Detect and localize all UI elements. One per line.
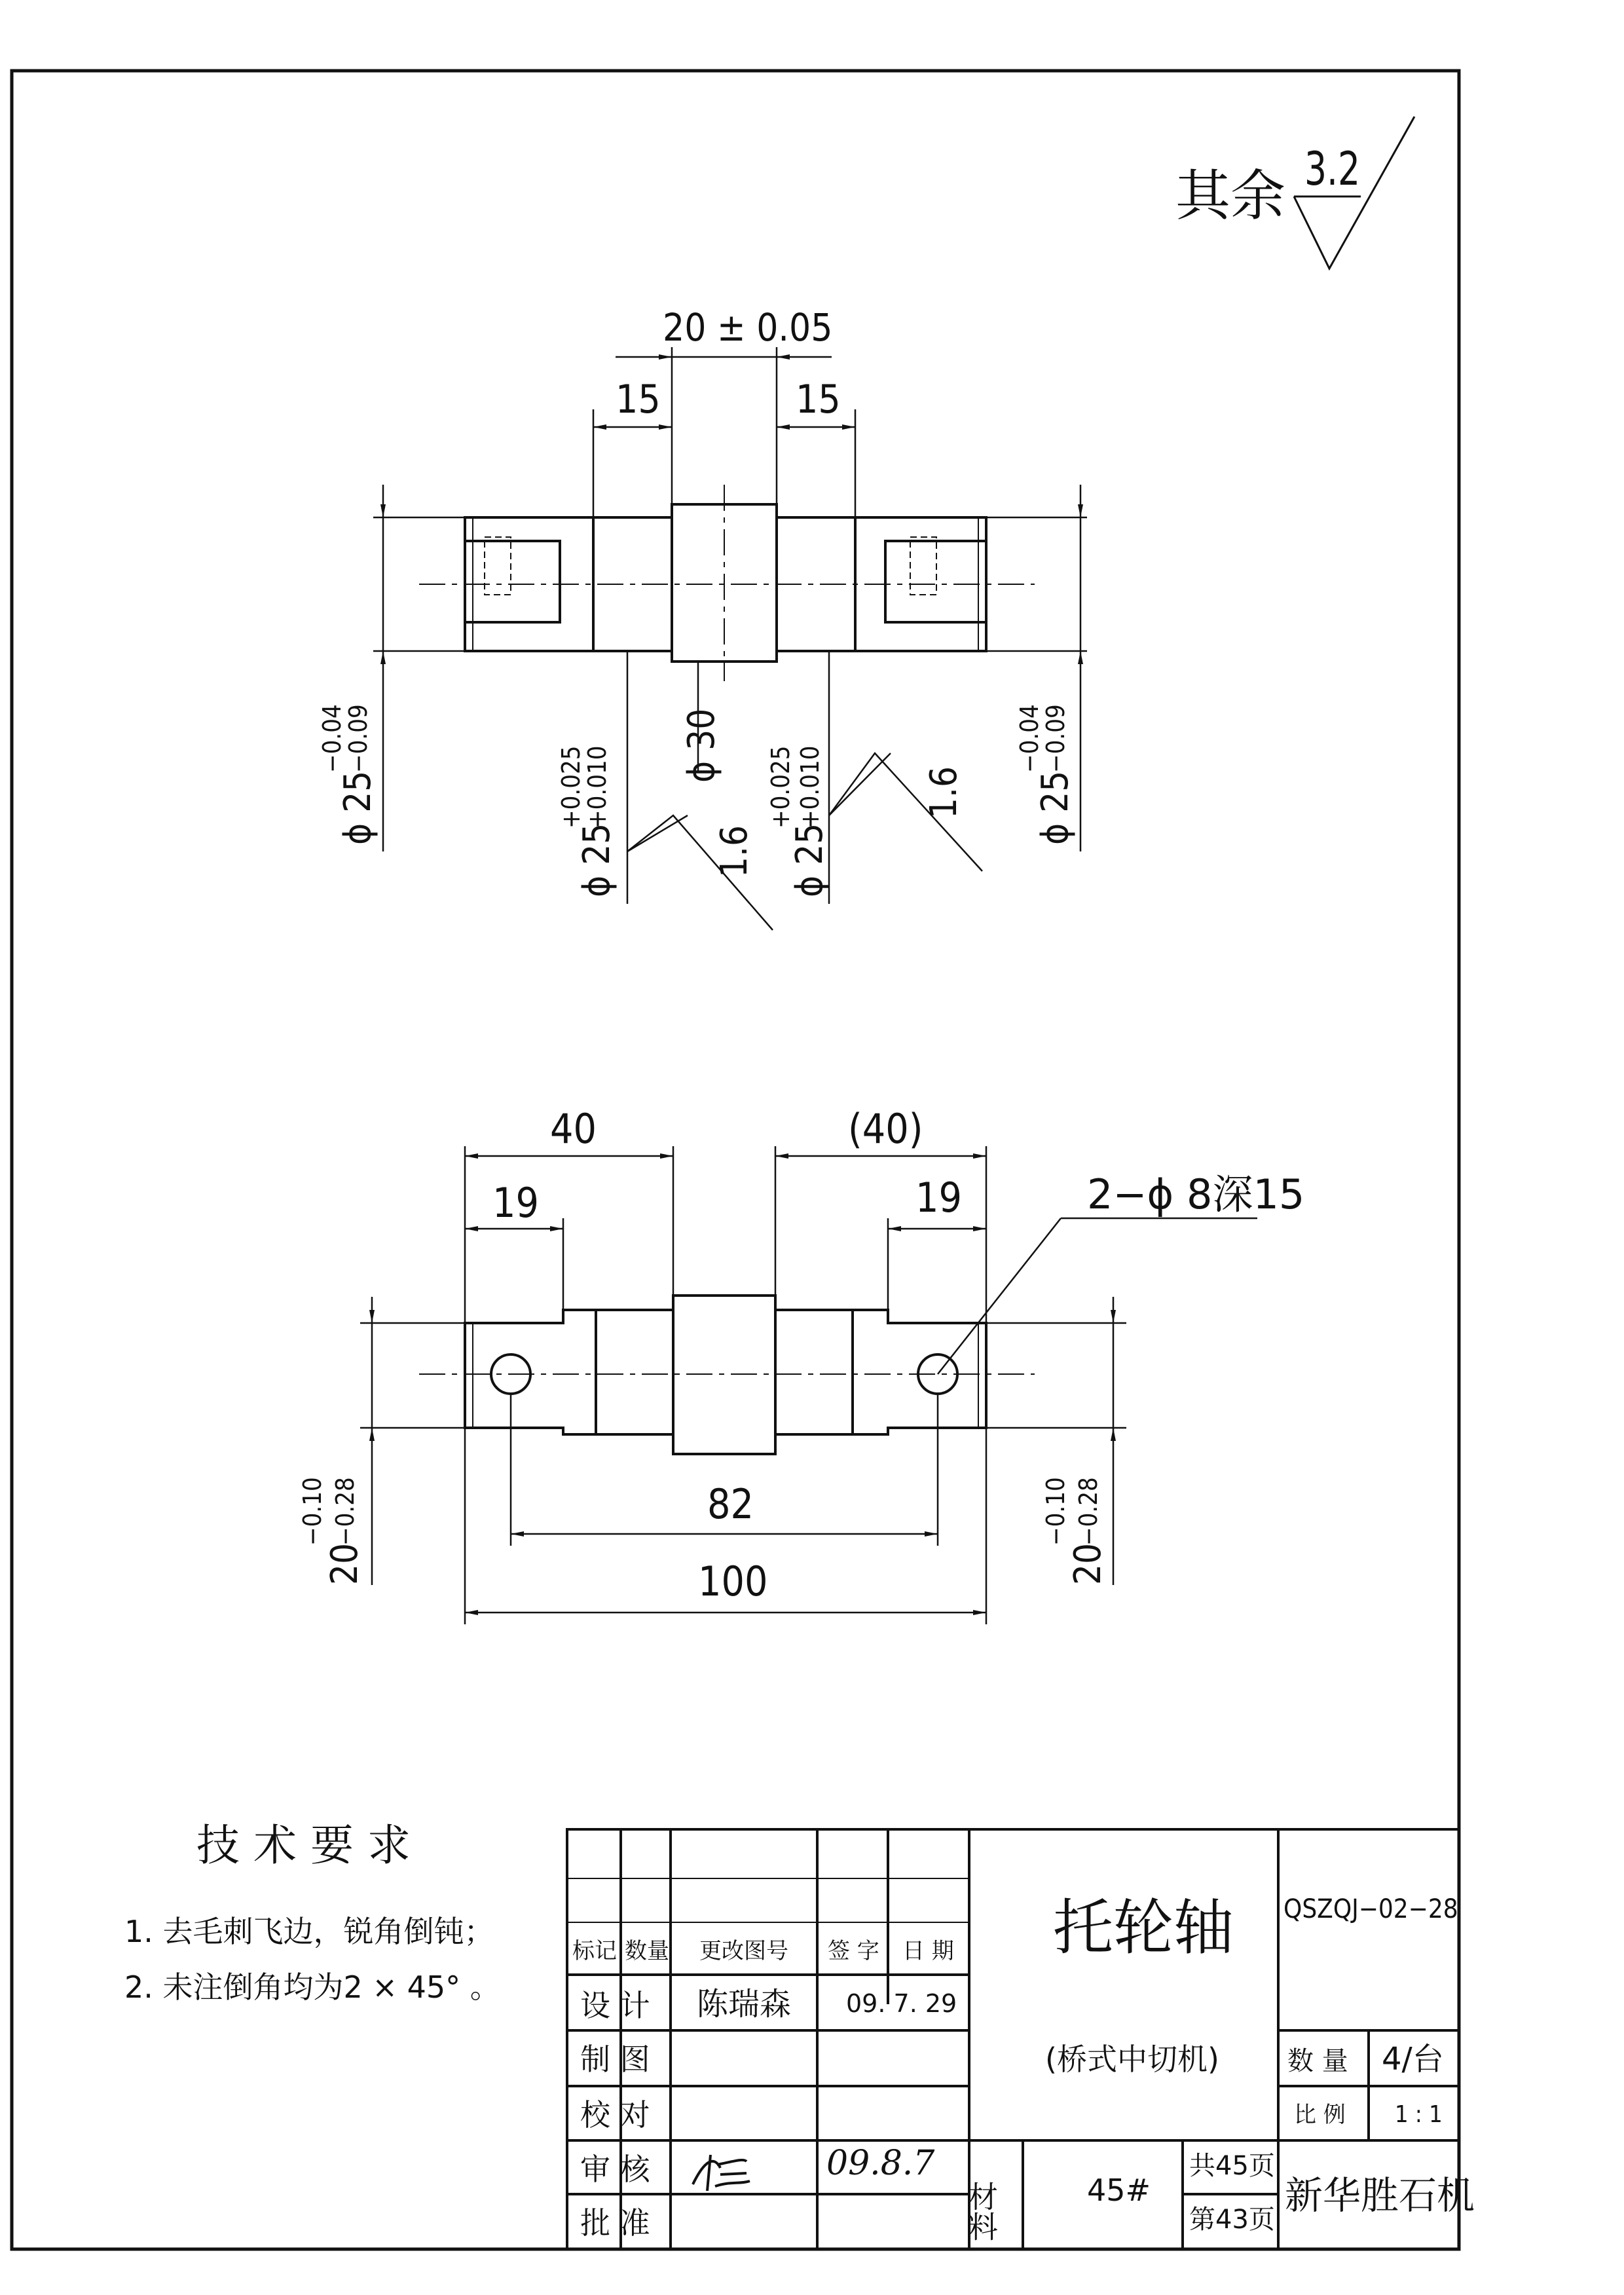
tb-hdr-sign: 签 字 <box>828 1938 879 1964</box>
dia-journal-right: ϕ 25 <box>788 823 831 897</box>
tb-machine: (桥式中切机) <box>1045 2042 1219 2077</box>
dia-end-left-tol-upper: −0.04 <box>318 704 346 773</box>
dim-100: 100 <box>698 1558 768 1605</box>
tb-designer: 陈瑞森 <box>697 1986 792 2023</box>
tb-hdr-change: 更改图号 <box>699 1938 788 1964</box>
tb-material: 45# <box>1087 2173 1151 2208</box>
flat-left: 20 <box>323 1542 366 1585</box>
dia-end-left: ϕ 25 <box>337 770 379 845</box>
tb-qty-value: 4/台 <box>1382 2041 1444 2078</box>
flat-left-tol-lower: −0.28 <box>331 1477 360 1546</box>
dia-collar: ϕ 30 <box>680 708 723 783</box>
dia-journal-right-tol-lower: +0.010 <box>796 745 824 829</box>
roughness-right-value: 1.6 <box>923 766 965 819</box>
flat-left-tol-upper: −0.10 <box>298 1477 327 1546</box>
tech-req-item-1: 1. 去毛刺飞边，锐角倒钝； <box>124 1914 494 1949</box>
dia-journal-right-tol-upper: +0.025 <box>766 745 795 829</box>
roughness-default-label: 其余 <box>1175 164 1286 228</box>
dia-journal-left-tol-lower: +0.010 <box>583 745 612 829</box>
dim-front-left-40: 40 <box>550 1105 597 1153</box>
tb-approve-label: 批 准 <box>580 2205 650 2241</box>
tb-material-label: 材料 <box>963 2181 999 2241</box>
tb-scale-value: 1 : 1 <box>1395 2101 1443 2128</box>
tb-hdr-qty: 数量 <box>625 1938 669 1964</box>
dim-left-length: 15 <box>616 377 661 422</box>
tb-design-label: 设 计 <box>580 1988 650 2023</box>
reviewer-signature <box>693 2155 750 2191</box>
tech-req-item-2: 2. 未注倒角均为2 × 45° 。 <box>124 1969 500 2005</box>
tb-qty-label: 数 量 <box>1287 2046 1348 2076</box>
dia-end-left-tol-lower: −0.09 <box>344 704 373 773</box>
flat-right-tol-lower: −0.28 <box>1074 1477 1103 1546</box>
tb-check-label: 校 对 <box>580 2097 650 2133</box>
dim-82: 82 <box>707 1480 754 1528</box>
left-keyway <box>465 541 560 622</box>
dia-journal-left: ϕ 25 <box>576 823 618 897</box>
dia-end-right-tol-upper: −0.04 <box>1015 704 1044 773</box>
tb-review-label: 审 核 <box>580 2152 650 2187</box>
flat-right: 20 <box>1067 1542 1109 1585</box>
dim-front-right-40: (40) <box>848 1105 923 1153</box>
flat-right-tol-upper: −0.10 <box>1041 1477 1070 1546</box>
roughness-default-value: 3.2 <box>1304 143 1361 196</box>
tb-review-date: 09.8.7 <box>826 2144 935 2183</box>
tb-hdr-date: 日 期 <box>902 1938 954 1964</box>
dim-front-right-19: 19 <box>915 1174 962 1222</box>
tb-company: 新华胜石机 <box>1285 2173 1475 2218</box>
tb-drawing-no: QSZQJ−02−28 <box>1283 1894 1458 1924</box>
tb-page-no: 第43页 <box>1189 2205 1275 2235</box>
dim-right-length: 15 <box>796 377 841 422</box>
tb-scale-label: 比 例 <box>1294 2102 1346 2128</box>
hole-note: 2−ϕ 8深15 <box>1087 1170 1305 1218</box>
tb-draw-label: 制 图 <box>580 2042 650 2077</box>
dia-end-right-tol-lower: −0.09 <box>1041 704 1070 773</box>
tech-req-title: 技 术 要 求 <box>196 1820 411 1871</box>
roughness-left-value: 1.6 <box>713 825 756 878</box>
dia-journal-left-tol-upper: +0.025 <box>557 745 585 829</box>
shaft-top-view <box>465 504 986 662</box>
tb-part-name: 托轮轴 <box>1053 1893 1234 1963</box>
tb-hdr-mark: 标记 <box>572 1938 617 1964</box>
dim-center-length: 20 ± 0.05 <box>663 305 833 350</box>
dia-end-right: ϕ 25 <box>1034 770 1077 845</box>
tb-total-pages: 共45页 <box>1189 2151 1275 2181</box>
tb-design-date: 09. 7. 29 <box>846 1989 957 2018</box>
dim-front-left-19: 19 <box>492 1179 539 1227</box>
